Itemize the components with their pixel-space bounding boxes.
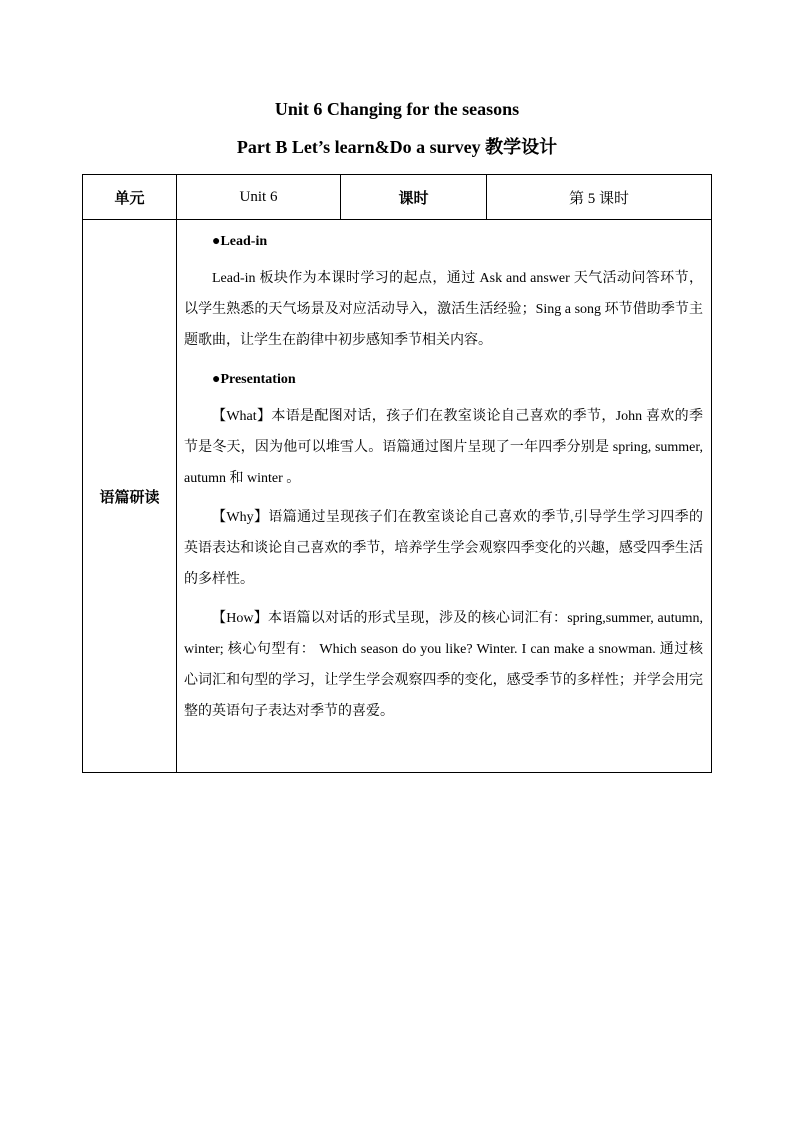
table-header-row xyxy=(83,175,712,220)
text-analysis-content xyxy=(177,220,712,773)
what-paragraph: 【What】本语是配图对话，孩子们在教室谈论自己喜欢的季节，John 喜欢的季节是冬天，因为他可以堆雪人。语篇通过图片呈现了一年四季分别是 spring, summer, autumn 和 winter 。 xyxy=(184,409,703,486)
why-paragraph: 【Why】语篇通过呈现孩子们在教室谈论自己喜欢的季节,引导学生学习四季的英语表达和谈论自己喜欢的季节，培养学生学会观察四季变化的兴趣，感受四季生活的多样性。 xyxy=(184,510,703,587)
document-subtitle: Part B Let’s learn&Do a survey 教学设计 xyxy=(236,137,558,157)
lesson-label: 课时 xyxy=(341,175,487,220)
section-label: 语篇研读 xyxy=(83,220,177,773)
leadin-heading: ●Lead-in xyxy=(212,234,268,249)
lesson-plan-table xyxy=(82,174,712,773)
lesson-value: 第 5 课时 xyxy=(487,175,712,220)
leadin-paragraph: Lead-in 板块作为本课时学习的起点，通过 Ask and answer 天气活动问答环节，以学生熟悉的天气场景及对应活动导入，激活生活经验；Sing a song 环节借助季节主题歌曲，让学生在韵律中初步感知季节相关内容。 xyxy=(184,271,703,348)
unit-value: Unit 6 xyxy=(177,175,341,220)
text-analysis-row xyxy=(83,220,712,773)
presentation-heading: ●Presentation xyxy=(212,372,296,387)
document-title: Unit 6 Changing for the seasons xyxy=(274,99,520,119)
unit-label: 单元 xyxy=(83,175,177,220)
how-paragraph: 【How】本语篇以对话的形式呈现，涉及的核心词汇有：spring,summer, autumn, winter; 核心句型有： Which season do you like? Winter. I can make a snowman. 通过核心词汇和句型的学习，让学生学会观察四季的变化，感受季节的多样性；并学会用完整的英语句子表达对季节的喜爱。 xyxy=(184,611,703,719)
